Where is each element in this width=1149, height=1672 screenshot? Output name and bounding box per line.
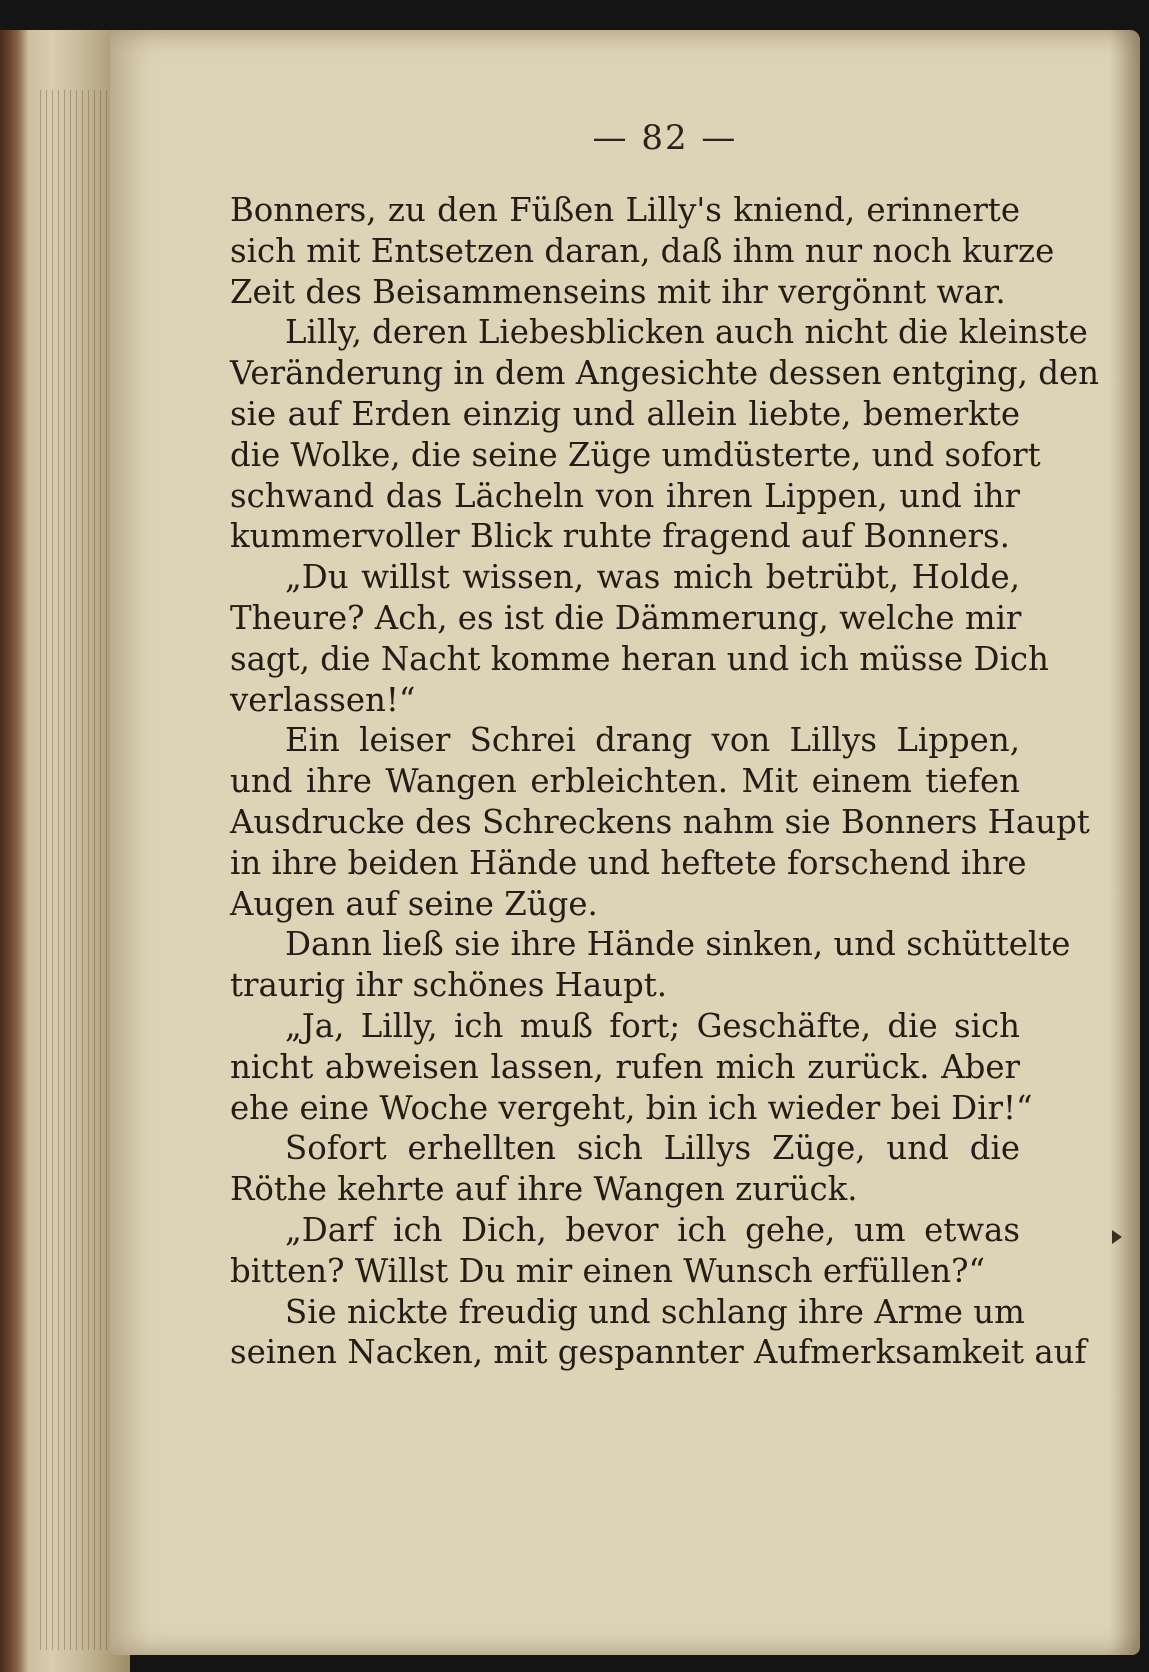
- page-number: — 82 —: [592, 118, 738, 158]
- text-line: „Ja, Lilly, ich muß fort; Geschäfte, die sich: [285, 1006, 1020, 1045]
- text-line: verlassen!“: [230, 680, 416, 719]
- text-line: Ausdrucke des Schreckens nahm sie Bonners Haupt: [230, 802, 1090, 841]
- text-line: Lilly, deren Liebesblicken auch nicht die kleinste: [285, 313, 1088, 352]
- text-line: sich mit Entsetzen daran, daß ihm nur noch kurze: [230, 231, 1055, 270]
- text-line: „Du willst wissen, was mich betrübt, Holde,: [285, 558, 1020, 597]
- text-line: seinen Nacken, mit gespannter Aufmerksamkeit auf: [230, 1333, 1087, 1372]
- text-line: kummervoller Blick ruhte fragend auf Bonners.: [230, 517, 1010, 556]
- text-line: „Darf ich Dich, bevor ich gehe, um etwas: [285, 1210, 1020, 1249]
- text-line: bitten? Willst Du mir einen Wunsch erfüllen?“: [230, 1251, 986, 1290]
- text-line: Sofort erhellten sich Lillys Züge, und die: [285, 1129, 1020, 1168]
- text-line: Ein leiser Schrei drang von Lillys Lippen,: [285, 721, 1020, 760]
- text-line: Bonners, zu den Füßen Lilly's kniend, erinnerte: [230, 191, 1020, 229]
- text-line: Röthe kehrte auf ihre Wangen zurück.: [230, 1170, 858, 1209]
- page-gutter-shadow: [1110, 30, 1140, 1655]
- text-line: in ihre beiden Hände und heftete forschend ihre: [230, 843, 1027, 882]
- text-line: schwand das Lächeln von ihren Lippen, und ihr: [230, 476, 1020, 515]
- text-line: ehe eine Woche vergeht, bin ich wieder bei Dir!“: [230, 1088, 1033, 1127]
- text-line: und ihre Wangen erbleichten. Mit einem tiefen: [230, 762, 1020, 801]
- text-line: die Wolke, die seine Züge umdüsterte, und sofort: [230, 435, 1041, 474]
- book-page: [110, 30, 1140, 1655]
- text-line: traurig ihr schönes Haupt.: [230, 966, 668, 1005]
- text-line: sagt, die Nacht komme heran und ich müsse Dich: [230, 639, 1049, 678]
- text-line: Theure? Ach, es ist die Dämmerung, welche mir: [230, 598, 1022, 637]
- body-text: [230, 190, 1099, 1373]
- page-stack-edges: [40, 90, 120, 1650]
- text-line: Veränderung in dem Angesichte dessen entging, den: [230, 354, 1099, 393]
- text-line: Sie nickte freudig und schlang ihre Arme um: [285, 1292, 1025, 1331]
- text-line: Zeit des Beisammenseins mit ihr vergönnt war.: [230, 272, 1006, 311]
- text-line: sie auf Erden einzig und allein liebte, bemerkte: [230, 394, 1020, 433]
- text-line: Dann ließ sie ihre Hände sinken, und schüttelte: [285, 925, 1071, 964]
- text-line: nicht abweisen lassen, rufen mich zurück. Aber: [230, 1047, 1020, 1086]
- text-line: Augen auf seine Züge.: [230, 884, 598, 923]
